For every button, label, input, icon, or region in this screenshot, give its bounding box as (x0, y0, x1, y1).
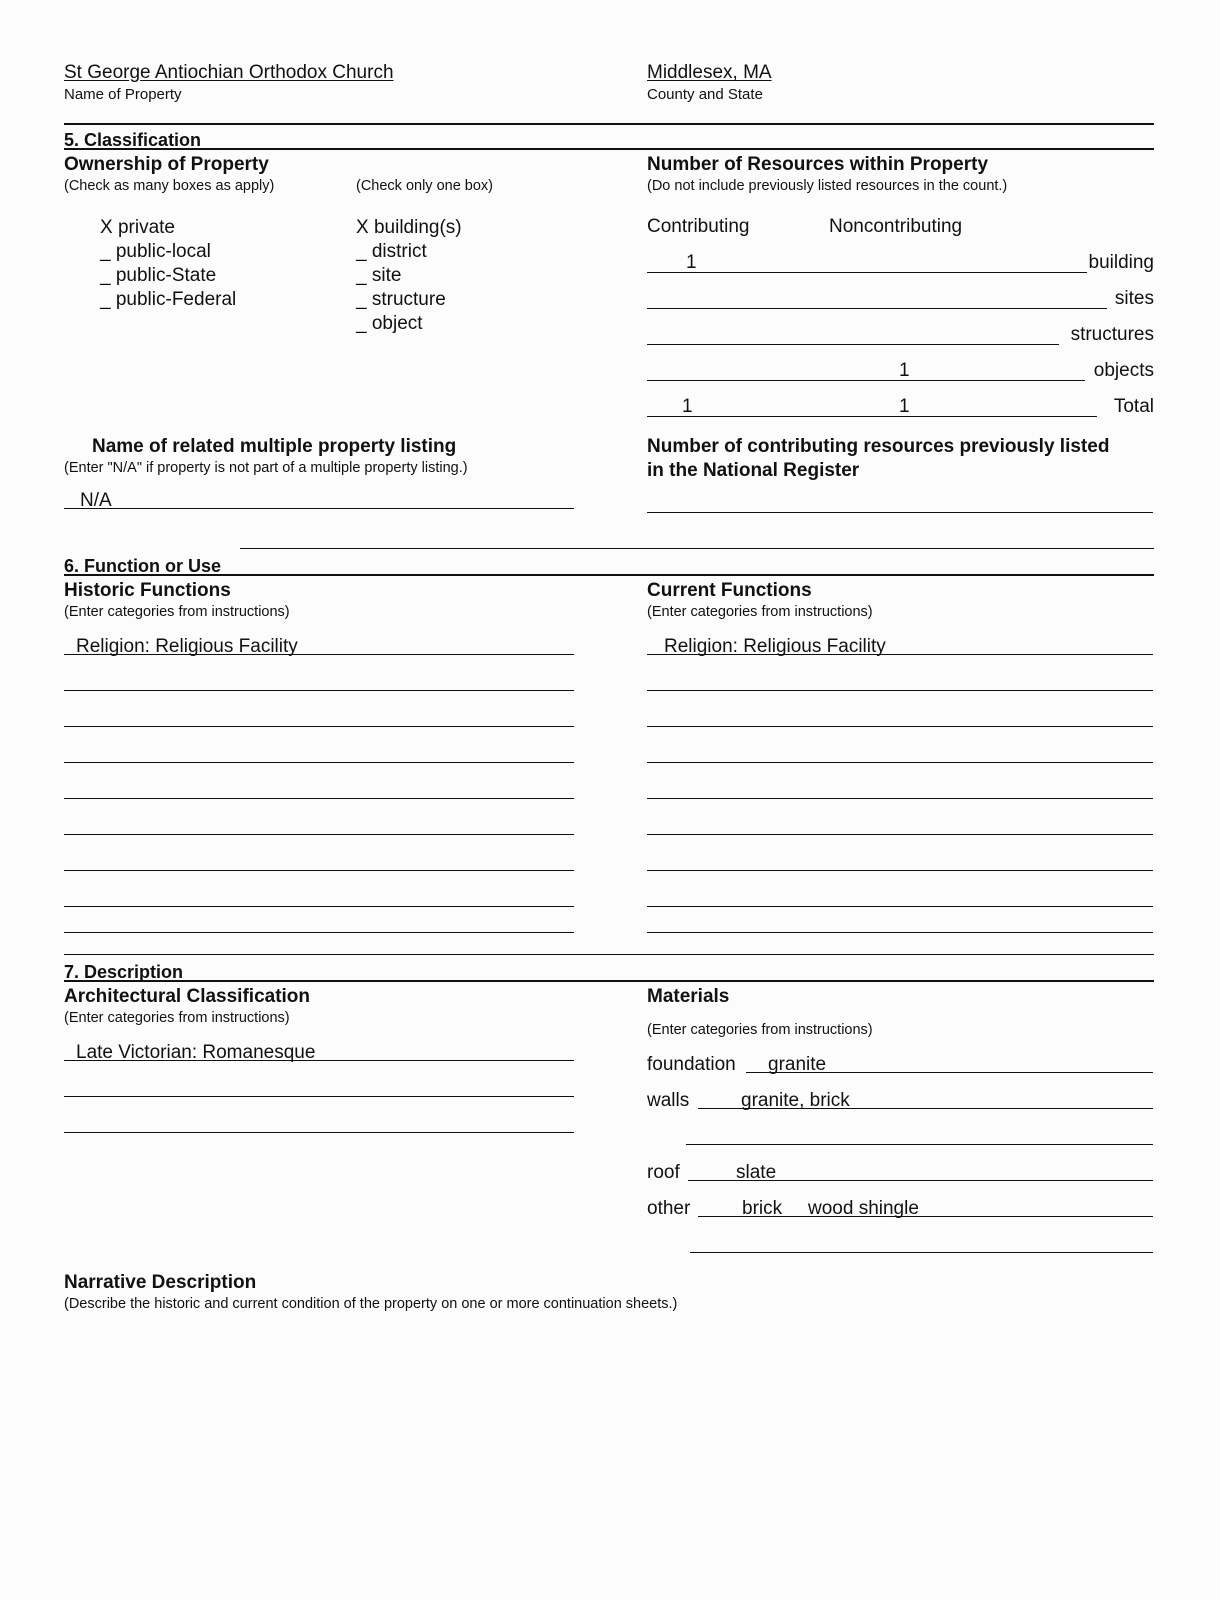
other-label: other (647, 1198, 691, 1219)
category-options (356, 216, 462, 336)
current-function-line[interactable] (647, 834, 1153, 835)
current-functions-note: (Enter categories from instructions) (647, 604, 873, 620)
option-label: public-Federal (115, 289, 237, 310)
current-function-line[interactable] (647, 906, 1153, 907)
option-label: site (371, 265, 402, 286)
current-function-line[interactable] (647, 762, 1153, 763)
historic-functions-note: (Enter categories from instructions) (64, 604, 290, 620)
option-label: district (371, 241, 427, 262)
section-6-title: 6. Function or Use (64, 556, 222, 576)
checkbox-mark: _ (100, 241, 111, 262)
ownership-option[interactable] (100, 264, 236, 288)
current-function-line[interactable] (647, 654, 1153, 655)
col-contributing: Contributing (647, 216, 750, 237)
other-value-1: brick (742, 1198, 783, 1219)
walls-value: granite, brick (741, 1090, 850, 1111)
multiple-listing-value: N/A (80, 490, 112, 511)
county-state: Middlesex, MA (647, 62, 772, 83)
current-function-line[interactable] (647, 932, 1153, 933)
option-label: object (371, 313, 423, 334)
resource-row-label: objects (1093, 360, 1154, 381)
category-option[interactable] (356, 312, 462, 336)
architectural-line[interactable] (64, 1132, 574, 1133)
multiple-listing-title: Name of related multiple property listing (92, 436, 457, 457)
checkbox-mark: _ (356, 289, 367, 310)
materials-note: (Enter categories from instructions) (647, 1022, 873, 1038)
multiple-listing-note: (Enter "N/A" if property is not part of a multiple property listing.) (64, 460, 468, 476)
current-function-line[interactable] (647, 690, 1153, 691)
multiple-listing-line[interactable] (64, 508, 574, 509)
narrative-note: (Describe the historic and current condition of the property on one or more continuation sheets.) (64, 1296, 678, 1312)
resource-row-label: sites (1114, 288, 1154, 309)
current-function-line[interactable] (647, 726, 1153, 727)
resource-row-line[interactable] (647, 416, 1097, 417)
option-label: structure (371, 289, 446, 310)
walls-label: walls (647, 1090, 690, 1111)
header-divider (64, 123, 1154, 125)
function-end-rule (64, 954, 1154, 955)
narrative-title: Narrative Description (64, 1272, 257, 1293)
roof-label: roof (647, 1162, 680, 1183)
ownership-option[interactable] (100, 240, 236, 264)
property-name: St George Antiochian Orthodox Church (64, 62, 394, 83)
resource-noncontributing-value: 1 (899, 360, 910, 381)
current-function-value: Religion: Religious Facility (664, 636, 886, 657)
section-5-rule (64, 148, 1154, 150)
checkbox-mark: _ (356, 241, 367, 262)
resource-row-label: Total (1113, 396, 1154, 417)
resource-contributing-value: 1 (682, 396, 693, 417)
historic-function-line[interactable] (64, 690, 574, 691)
category-option[interactable] (356, 288, 462, 312)
foundation-label: foundation (647, 1054, 736, 1075)
historic-function-line[interactable] (64, 870, 574, 871)
ownership-options (100, 216, 236, 312)
historic-function-line[interactable] (64, 906, 574, 907)
category-note: (Check only one box) (356, 178, 494, 194)
option-label: public-State (115, 265, 217, 286)
historic-function-line[interactable] (64, 798, 574, 799)
option-label: public-local (115, 241, 211, 262)
historic-function-line[interactable] (64, 654, 574, 655)
resource-row-label: structures (1070, 324, 1154, 345)
option-label: building(s) (373, 217, 462, 238)
current-functions-title: Current Functions (647, 580, 812, 601)
checkbox-mark: _ (356, 313, 367, 334)
historic-function-line[interactable] (64, 834, 574, 835)
walls-line-2[interactable] (686, 1144, 1153, 1145)
resource-row-label: building (1088, 252, 1154, 273)
materials-title: Materials (647, 986, 730, 1007)
architectural-line[interactable] (64, 1096, 574, 1097)
architectural-value: Late Victorian: Romanesque (76, 1042, 316, 1063)
resource-noncontributing-value: 1 (899, 396, 910, 417)
ownership-option[interactable] (100, 216, 236, 240)
other-line-2[interactable] (690, 1252, 1153, 1253)
category-option[interactable] (356, 240, 462, 264)
classification-end-rule (240, 548, 1154, 549)
current-function-line[interactable] (647, 798, 1153, 799)
foundation-value: granite (768, 1054, 827, 1075)
resource-contributing-value: 1 (686, 252, 697, 273)
section-7-rule (64, 980, 1154, 982)
roof-value: slate (736, 1162, 777, 1183)
ownership-title: Ownership of Property (64, 154, 269, 175)
resource-row-line[interactable] (647, 308, 1107, 309)
section-5-title: 5. Classification (64, 130, 202, 150)
checkbox-mark: X (100, 217, 113, 238)
resource-row-line[interactable] (647, 344, 1059, 345)
section-7-title: 7. Description (64, 962, 184, 982)
architectural-note: (Enter categories from instructions) (64, 1010, 290, 1026)
category-option[interactable] (356, 264, 462, 288)
historic-function-line[interactable] (64, 726, 574, 727)
current-function-line[interactable] (647, 870, 1153, 871)
resource-row-line[interactable] (647, 272, 1087, 273)
previously-listed-title-2: in the National Register (647, 460, 860, 481)
property-name-label: Name of Property (64, 86, 182, 103)
checkbox-mark: _ (356, 265, 367, 286)
resource-row-line[interactable] (647, 380, 1085, 381)
option-label: private (117, 217, 175, 238)
architectural-line[interactable] (64, 1060, 574, 1061)
architectural-title: Architectural Classification (64, 986, 311, 1007)
checkbox-mark: _ (100, 289, 111, 310)
historic-function-value: Religion: Religious Facility (76, 636, 298, 657)
previously-listed-line[interactable] (647, 512, 1153, 513)
historic-function-line[interactable] (64, 932, 574, 933)
checkbox-mark: X (356, 217, 369, 238)
category-option[interactable] (356, 216, 462, 240)
historic-functions-title: Historic Functions (64, 580, 231, 601)
county-state-label: County and State (647, 86, 763, 103)
section-6-rule (64, 574, 1154, 576)
other-value-2: wood shingle (808, 1198, 919, 1219)
ownership-note: (Check as many boxes as apply) (64, 178, 275, 194)
ownership-option[interactable] (100, 288, 236, 312)
resources-title: Number of Resources within Property (647, 154, 989, 175)
checkbox-mark: _ (100, 265, 111, 286)
previously-listed-title-1: Number of contributing resources previously listed (647, 436, 1110, 457)
col-noncontributing: Noncontributing (829, 216, 963, 237)
resources-note: (Do not include previously listed resources in the count.) (647, 178, 1008, 194)
historic-function-line[interactable] (64, 762, 574, 763)
